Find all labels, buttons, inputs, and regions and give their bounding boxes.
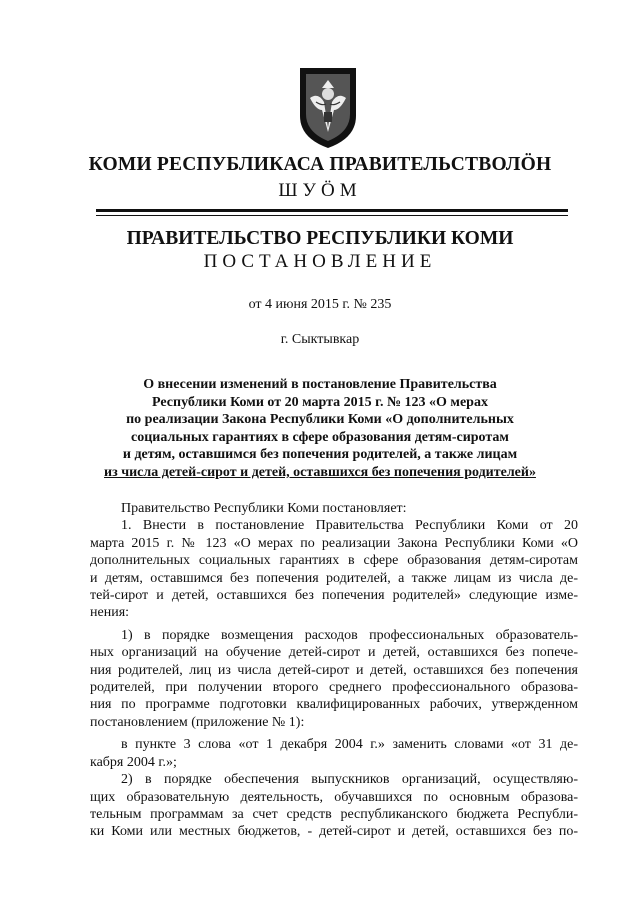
decree-date-number: от 4 июня 2015 г. № 235 xyxy=(248,297,392,312)
paragraph-line: дополнительных социальных гарантиях в сфере образования детям-сиротам xyxy=(90,553,578,569)
paragraph-line: ных организаций на обучение детей-сирот и детей, оставшихся без попече- xyxy=(90,645,578,661)
paragraph-line: и детям, оставшимся без попечения родителей, а также лицам из числа де- xyxy=(90,570,578,586)
heading-line-underlined: из числа детей-сирот и детей, оставшихся без попечения родителей» xyxy=(104,464,536,480)
header-rule-thick xyxy=(96,209,568,212)
paragraph-line: постановлением (приложение № 1): xyxy=(90,714,305,730)
paragraph-line: родителей, при получении второго среднего профессионального образова- xyxy=(90,680,578,696)
paragraph-line: тельным программам за счет средств республиканского бюджета Республи- xyxy=(90,806,578,822)
heading-line: и детям, оставшимся без попечения родителей, а также лицам xyxy=(122,447,518,463)
heading-line: Республики Коми от 20 марта 2015 г. № 123 «О мерах xyxy=(152,394,488,410)
paragraph-line: ния родителей, лиц из числа детей-сирот и детей, оставшихся без попечения xyxy=(90,662,578,678)
paragraph-line: марта 2015 г. № 123 «О мерах по реализации Закона Республики Коми «О xyxy=(90,535,578,551)
komi-coat-of-arms-emblem xyxy=(296,66,360,150)
paragraph-line: 1. Внести в постановление Правительства Республики Коми от 20 xyxy=(121,518,578,534)
decree-heading xyxy=(70,376,570,482)
russian-government-title: ПРАВИТЕЛЬСТВО РЕСПУБЛИКИ КОМИ xyxy=(126,228,514,249)
decree-body xyxy=(90,500,578,841)
paragraph-line: щих образовательную деятельность, обучавшихся по основным образова- xyxy=(90,789,578,805)
paragraph-line: нения: xyxy=(90,605,130,621)
paragraph-line: кабря 2004 г.»; xyxy=(90,754,177,770)
paragraph-line: тей-сирот и детей, оставшихся без попечения родителей» следующие изме- xyxy=(90,588,578,604)
paragraph-line: в пункте 3 слова «от 1 декабря 2004 г.» заменить словами «от 31 де- xyxy=(121,737,578,753)
komi-government-title: КОМИ РЕСПУБЛИКАСА ПРАВИТЕЛЬСТВОЛÖН xyxy=(88,154,552,175)
heading-line: социальных гарантиях в сфере образования детям-сиротам xyxy=(131,429,509,445)
paragraph-line: ния по программе подготовки квалифицированных рабочих, утвержденном xyxy=(90,697,578,713)
paragraph-line: 2) в порядке обеспечения выпускников организаций, осуществляю- xyxy=(121,772,578,788)
paragraph-line: ки Коми или местных бюджетов, - детей-сирот и детей, оставшихся без по- xyxy=(90,824,578,840)
komi-decree-subtitle: ШУÖМ xyxy=(278,180,362,201)
header-rule-thin xyxy=(96,215,568,216)
intro-line: Правительство Республики Коми постановляет: xyxy=(121,501,407,516)
paragraph-line: 1) в порядке возмещения расходов профессиональных образователь- xyxy=(121,627,578,643)
russian-decree-subtitle: ПОСТАНОВЛЕНИЕ xyxy=(203,251,437,272)
decree-city: г. Сыктывкар xyxy=(280,332,360,347)
heading-line: О внесении изменений в постановление Правительства xyxy=(143,377,497,392)
heading-line: по реализации Закона Республики Коми «О дополнительных xyxy=(126,412,514,428)
